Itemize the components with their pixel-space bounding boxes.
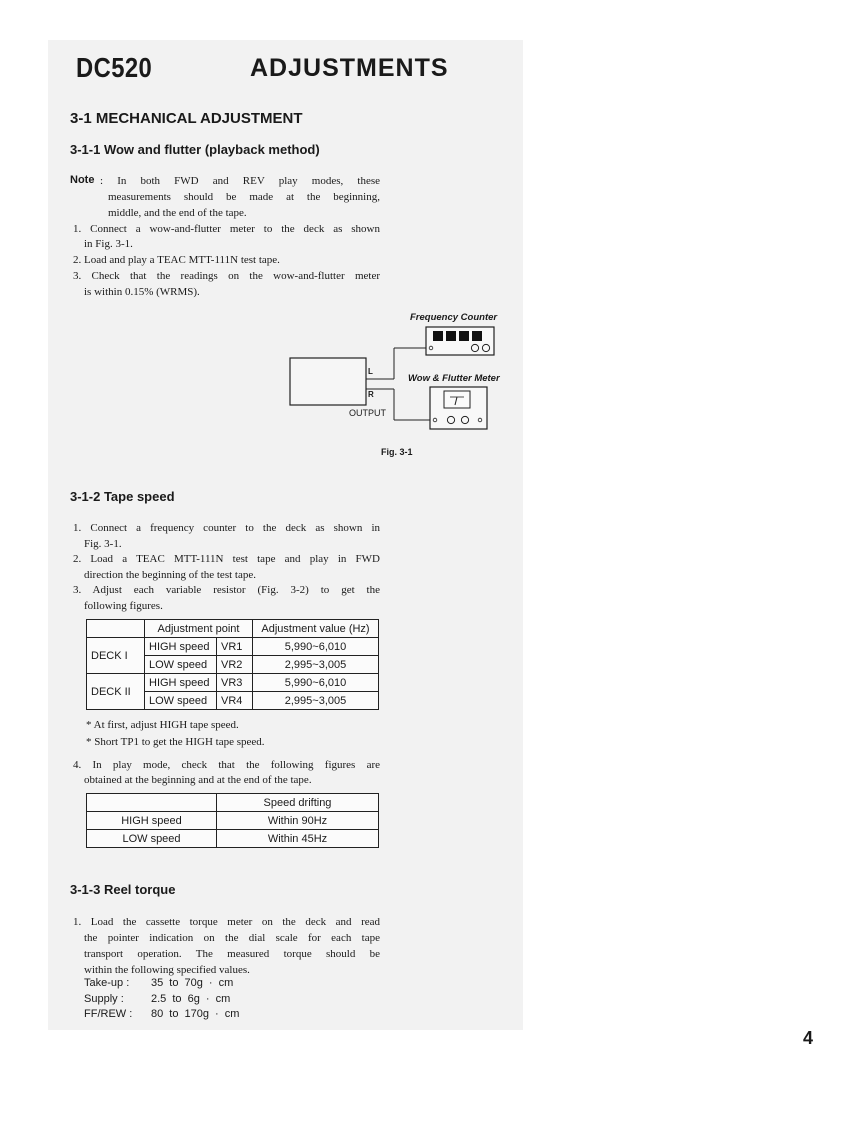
col-header-value: Adjustment value (Hz): [253, 620, 379, 638]
deck-2-label: DECK II: [87, 674, 145, 710]
vr-cell: VR4: [217, 692, 253, 710]
reel-torque-heading: 3-1-3 Reel torque: [70, 882, 176, 897]
tape-step-2: 2. Load a TEAC MTT-111N test tape and play in FWD: [73, 553, 380, 565]
torque-supply-label: Supply :: [84, 993, 124, 1005]
speed-cell: HIGH speed: [145, 674, 217, 692]
drift-label-cell: HIGH speed: [87, 812, 217, 830]
wow-heading: 3-1-1 Wow and flutter (playback method): [70, 142, 320, 157]
torque-supply-value: 2.5 to 6g · cm: [151, 993, 231, 1005]
vr-cell: VR1: [217, 638, 253, 656]
wow-step-3: 3. Check that the readings on the wow-and-flutter meter: [73, 270, 380, 282]
value-cell: 5,990~6,010: [253, 674, 379, 692]
table-header-row: [87, 620, 379, 638]
torque-takeup-value: 35 to 70g · cm: [151, 977, 234, 989]
reel-step-1b: the pointer indication on the dial scale for each tape: [84, 932, 380, 944]
drift-value-cell: Within 45Hz: [217, 830, 379, 848]
adjustment-table: [86, 619, 379, 710]
tape-step-3b: following figures.: [84, 600, 163, 612]
r-channel-label: R: [368, 390, 374, 399]
drift-value-cell: Within 90Hz: [217, 812, 379, 830]
wow-flutter-label: Wow & Flutter Meter: [408, 373, 500, 384]
deck-box: [290, 358, 366, 405]
table-row: [87, 830, 379, 848]
table-row: [87, 674, 379, 692]
col-header-drift: Speed drifting: [217, 794, 379, 812]
tape-note-2: * Short TP1 to get the HIGH tape speed.: [86, 736, 265, 748]
fig-caption: Fig. 3-1: [381, 447, 413, 457]
note-line-2: measurements should be made at the beginning,: [108, 191, 380, 203]
output-label: OUTPUT: [349, 408, 386, 418]
deck-1-label: DECK I: [87, 638, 145, 674]
torque-ffrew-label: FF/REW :: [84, 1008, 133, 1020]
tape-step-4: 4. In play mode, check that the following figures are: [73, 759, 380, 771]
wow-step-3b: is within 0.15% (WRMS).: [84, 286, 200, 298]
reel-step-1c: transport operation. The measured torque should be: [84, 948, 380, 960]
value-cell: 2,995~3,005: [253, 656, 379, 674]
tape-step-3: 3. Adjust each variable resistor (Fig. 3-2) to get the: [73, 584, 380, 596]
col-header-point: Adjustment point: [145, 620, 253, 638]
torque-takeup-label: Take-up :: [84, 977, 130, 989]
frequency-counter-label: Frequency Counter: [410, 312, 498, 323]
reel-step-1d: within the following specified values.: [84, 964, 250, 976]
tape-step-2b: direction the beginning of the test tape.: [84, 569, 256, 581]
tape-note-1: * At first, adjust HIGH tape speed.: [86, 719, 239, 731]
model-number: DC520: [76, 52, 153, 83]
section-title: 3-1 MECHANICAL ADJUSTMENT: [70, 110, 303, 127]
wow-step-1b: in Fig. 3-1.: [84, 238, 133, 250]
torque-ffrew-value: 80 to 170g · cm: [151, 1008, 240, 1020]
vr-cell: VR3: [217, 674, 253, 692]
note-label: Note: [70, 174, 95, 186]
speed-drift-table: [86, 793, 379, 848]
tape-step-4b: obtained at the beginning and at the end of the tape.: [84, 774, 312, 786]
note-line-1: : In both FWD and REV play modes, these: [100, 175, 380, 187]
wow-step-2: 2. Load and play a TEAC MTT-111N test tape.: [73, 254, 280, 266]
tape-step-1: 1. Connect a frequency counter to the deck as shown in: [73, 522, 380, 534]
tape-step-1b: Fig. 3-1.: [84, 538, 122, 550]
vr-cell: VR2: [217, 656, 253, 674]
drift-label-cell: LOW speed: [87, 830, 217, 848]
wow-step-1: 1. Connect a wow-and-flutter meter to the deck as shown: [73, 223, 380, 235]
value-cell: 2,995~3,005: [253, 692, 379, 710]
page-number: 4: [803, 1028, 814, 1048]
speed-cell: HIGH speed: [145, 638, 217, 656]
value-cell: 5,990~6,010: [253, 638, 379, 656]
table-row: [87, 812, 379, 830]
page-title: ADJUSTMENTS: [250, 54, 449, 82]
table-row: [87, 638, 379, 656]
l-channel-label: L: [368, 367, 373, 376]
speed-cell: LOW speed: [145, 692, 217, 710]
tape-speed-heading: 3-1-2 Tape speed: [70, 489, 175, 504]
speed-cell: LOW speed: [145, 656, 217, 674]
reel-step-1: 1. Load the cassette torque meter on the deck and read: [73, 916, 380, 928]
table-header-row: [87, 794, 379, 812]
note-line-3: middle, and the end of the tape.: [108, 207, 247, 219]
